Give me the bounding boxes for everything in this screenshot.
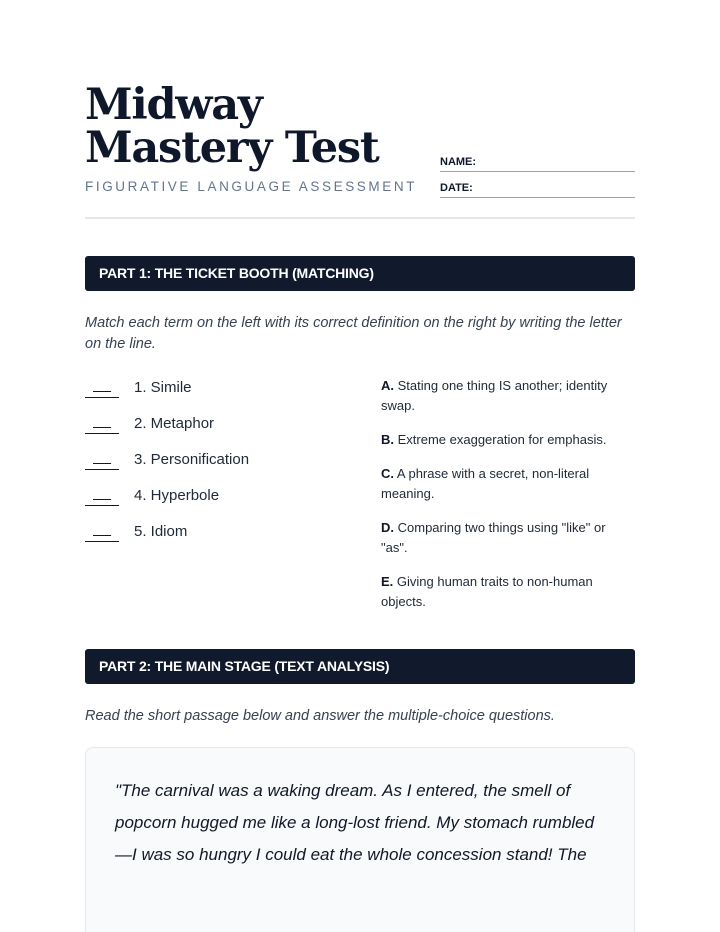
definition-item	[381, 376, 631, 416]
answer-blank[interactable]	[85, 453, 119, 470]
part1-instructions: Match each term on the left with its correct definition on the right by writing the letter on the line.	[85, 315, 622, 352]
answer-blank[interactable]	[85, 525, 119, 542]
student-info-fields	[440, 154, 635, 206]
term-label: 5. Idiom	[134, 523, 188, 540]
definition-letter: B.	[381, 432, 394, 447]
answer-blank[interactable]	[85, 417, 119, 434]
date-field-label: DATE:	[440, 182, 473, 194]
definition-item	[381, 518, 631, 558]
test-title: Midway Mastery Test	[85, 80, 379, 173]
definition-letter: C.	[381, 466, 394, 481]
name-field-label: NAME:	[440, 156, 477, 168]
answer-blank[interactable]	[85, 381, 119, 398]
term-label: 2. Metaphor	[134, 415, 215, 432]
definition-item	[381, 430, 631, 450]
definition-text: A phrase with a secret, non-literal meaning.	[381, 466, 590, 501]
term-label: 4. Hyperbole	[134, 487, 220, 504]
definition-letter: E.	[381, 574, 394, 589]
name-field[interactable]	[440, 154, 635, 172]
definition-letter: A.	[381, 378, 394, 393]
test-subtitle: FIGURATIVE LANGUAGE ASSESSMENT	[85, 179, 418, 194]
passage-box	[85, 747, 635, 932]
part2-heading: PART 2: THE MAIN STAGE (TEXT ANALYSIS)	[85, 649, 635, 684]
term-label: 3. Personification	[134, 451, 250, 468]
passage-text: "The carnival was a waking dream. As I entered, the smell of popcorn hugged me like a long-lost friend. My stomach rumbled—I was so hungry I could eat the whole concession stand! The	[115, 781, 595, 864]
header-divider	[85, 217, 635, 219]
definition-text: Comparing two things using "like" or "as".	[381, 520, 606, 555]
term-label: 1. Simile	[134, 379, 192, 396]
definition-text: Extreme exaggeration for emphasis.	[397, 432, 607, 447]
definition-text: Stating one thing IS another; identity swap.	[381, 378, 608, 413]
definition-item	[381, 572, 631, 612]
part1-heading: PART 1: THE TICKET BOOTH (MATCHING)	[85, 256, 635, 291]
definition-letter: D.	[381, 520, 394, 535]
part2-instructions: Read the short passage below and answer the multiple-choice questions.	[85, 708, 555, 724]
answer-blank[interactable]	[85, 489, 119, 506]
definition-item	[381, 464, 631, 504]
definition-text: Giving human traits to non-human objects.	[381, 574, 593, 609]
date-field[interactable]	[440, 180, 635, 198]
definitions-list	[381, 376, 631, 626]
